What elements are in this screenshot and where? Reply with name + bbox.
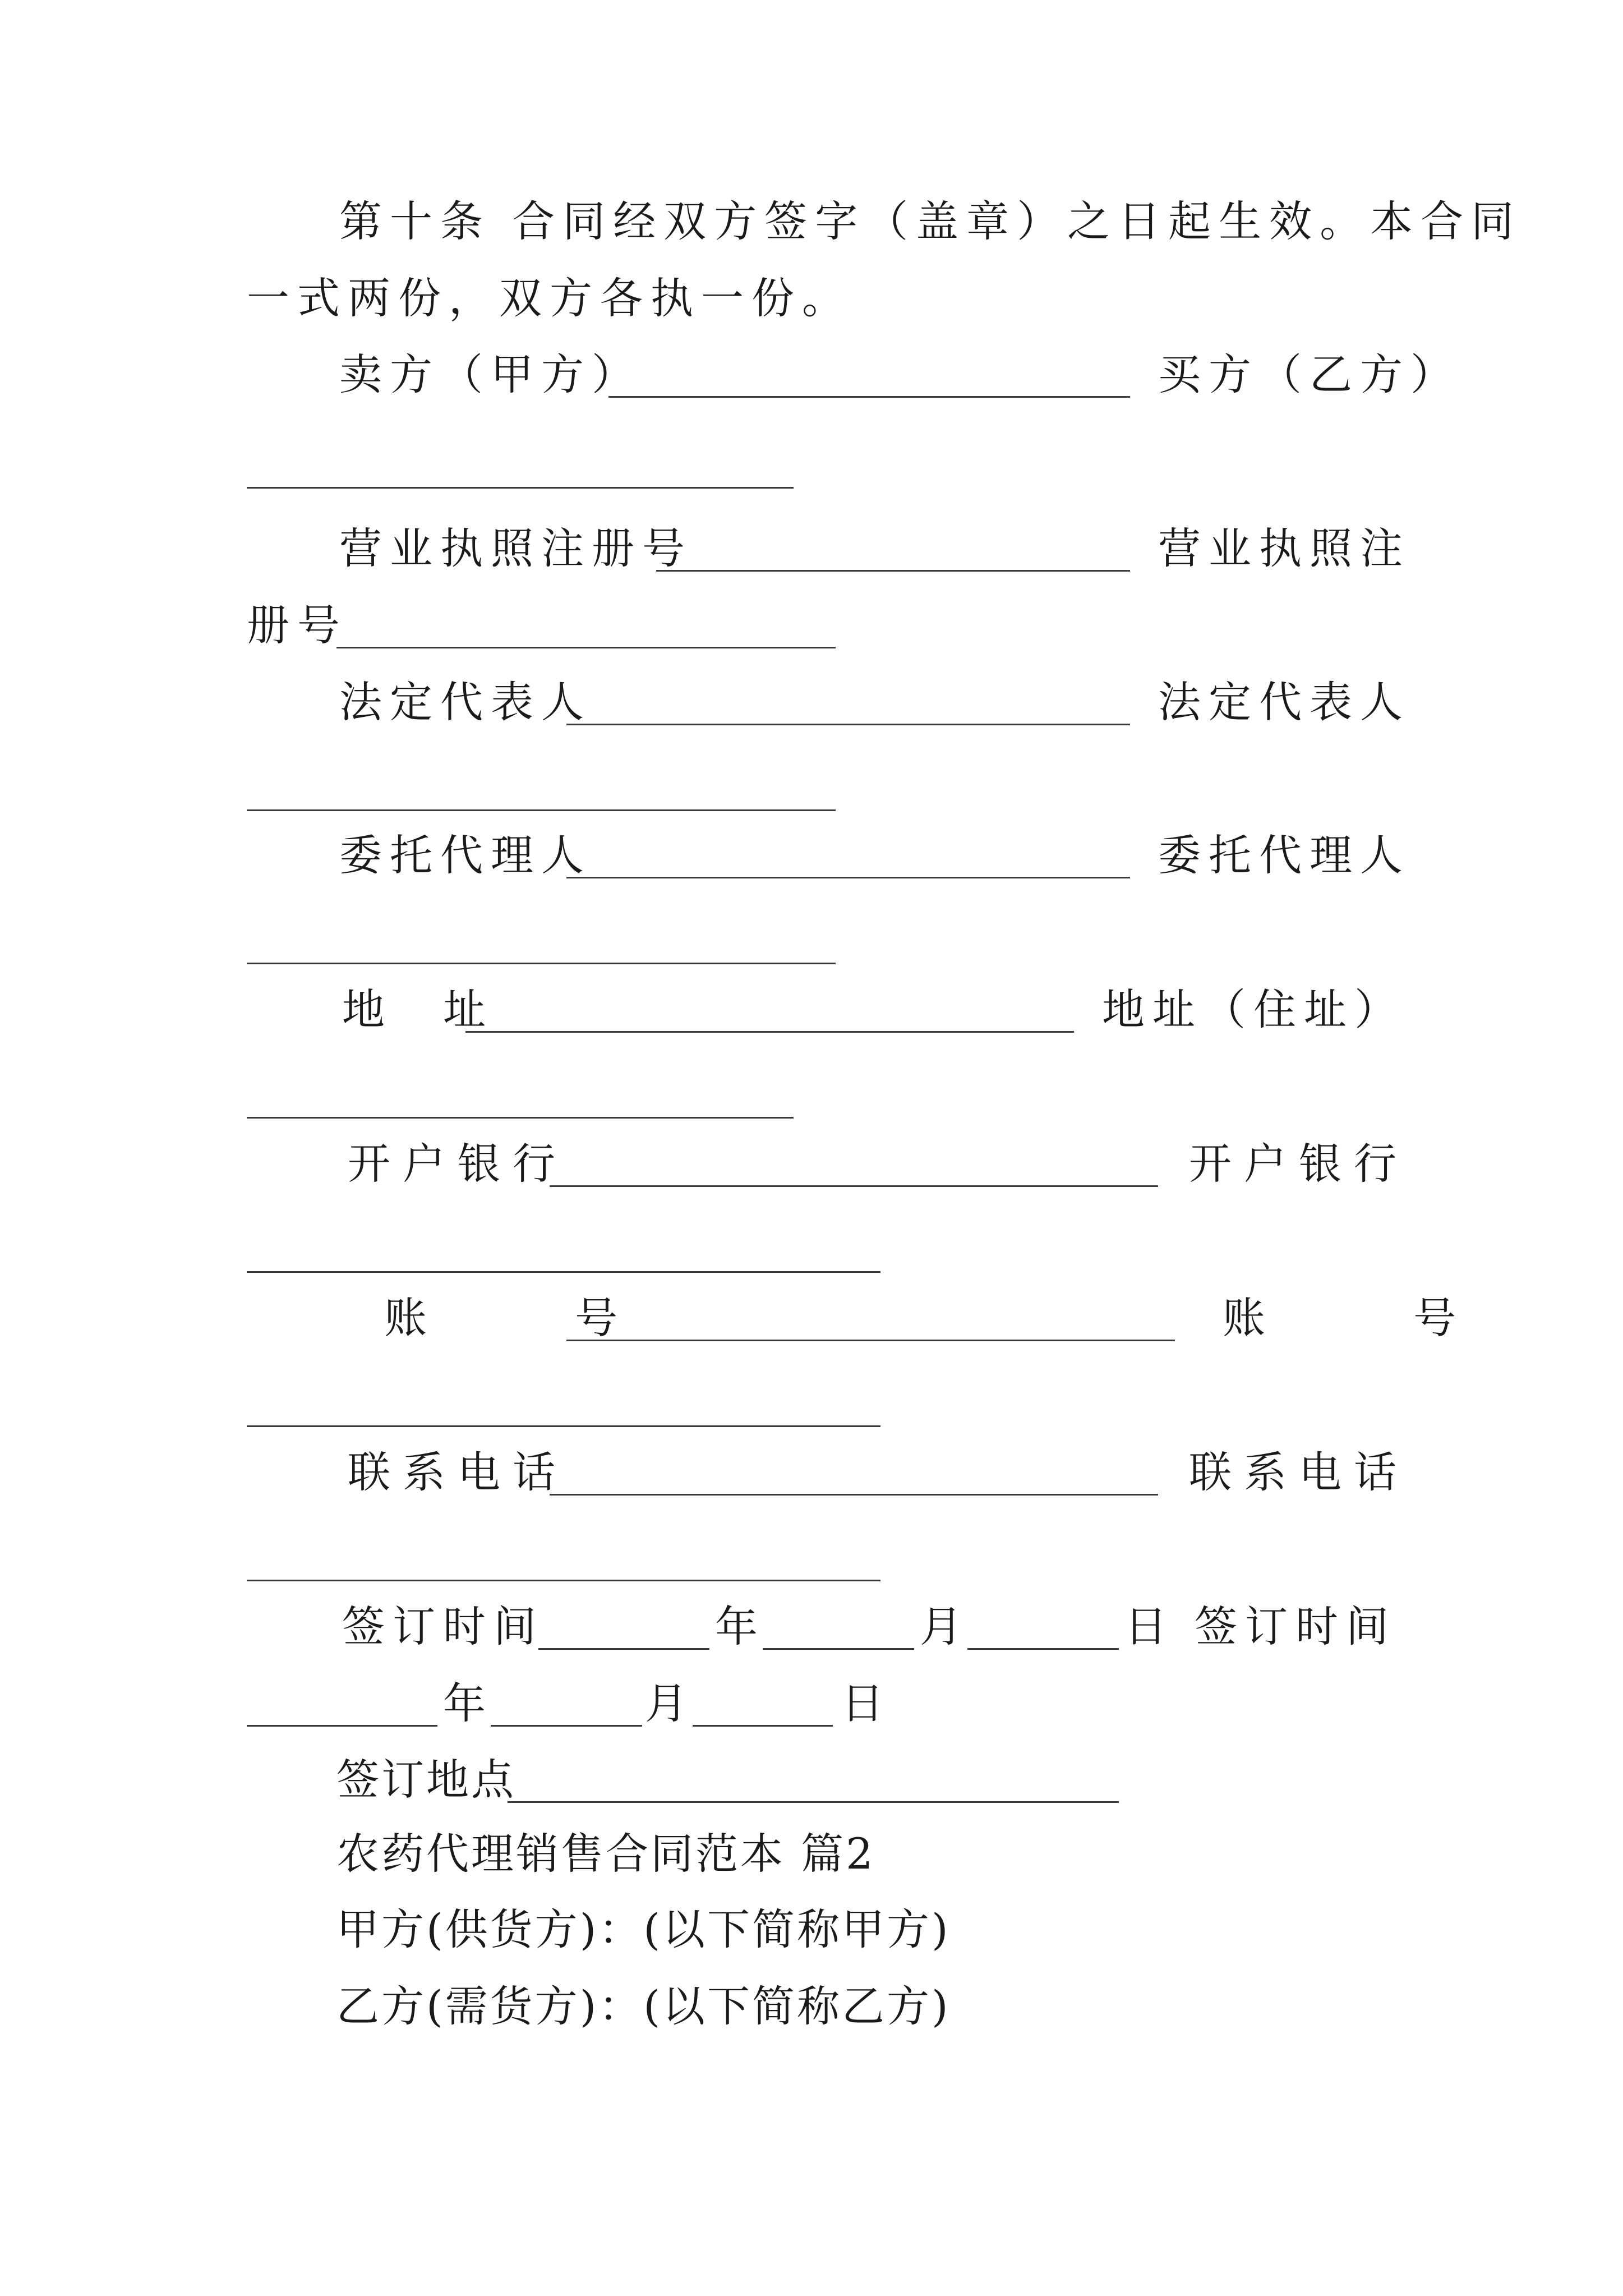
buyer-signature-blank bbox=[247, 487, 794, 489]
sign-time-label-b: 签订时间 bbox=[1195, 1602, 1396, 1651]
legal-rep-blank-a bbox=[566, 724, 1130, 725]
buyer-label: 买方（乙方） bbox=[1158, 349, 1461, 399]
party-a-text: 甲方(供货方)：(以下简称甲方) bbox=[336, 1904, 951, 1954]
agent-label-b: 委托代理人 bbox=[1158, 830, 1410, 880]
account-blank-b bbox=[247, 1425, 880, 1427]
account-blank-a bbox=[566, 1340, 1175, 1341]
sign-time-month-a: 月 bbox=[920, 1602, 970, 1651]
section-2-title: 农药代理销售合同范本 篇2 bbox=[336, 1829, 875, 1879]
sign-time-day-b: 日 bbox=[841, 1678, 892, 1728]
party-b-text: 乙方(需货方)：(以下简称乙方) bbox=[336, 1981, 951, 2031]
sign-time-year-blank-b bbox=[247, 1725, 437, 1727]
sign-time-label-a: 签订时间 bbox=[342, 1602, 544, 1651]
bank-label-b: 开户银行 bbox=[1189, 1139, 1409, 1189]
sign-time-year-b: 年 bbox=[443, 1678, 494, 1728]
sign-place-label: 签订地点 bbox=[336, 1755, 516, 1805]
agent-blank-b bbox=[247, 963, 836, 964]
sign-time-month-blank-a bbox=[763, 1648, 914, 1650]
legal-rep-blank-b bbox=[247, 809, 836, 811]
sign-time-year-a: 年 bbox=[715, 1602, 766, 1651]
seller-signature-blank bbox=[608, 396, 1130, 398]
license-label-a: 营业执照注册号 bbox=[339, 523, 693, 573]
address-blank-b bbox=[247, 1117, 794, 1119]
legal-rep-label-b: 法定代表人 bbox=[1158, 677, 1410, 727]
bank-label-a: 开户银行 bbox=[348, 1139, 568, 1189]
phone-label-a: 联系电话 bbox=[348, 1447, 568, 1497]
phone-blank-b bbox=[247, 1580, 880, 1581]
account-label-a: 账 号 bbox=[384, 1293, 685, 1343]
agent-blank-a bbox=[566, 877, 1130, 878]
sign-time-month-b: 月 bbox=[645, 1678, 695, 1728]
seller-label: 卖方（甲方） bbox=[339, 349, 642, 399]
sign-time-day-blank-a bbox=[967, 1648, 1119, 1650]
bank-blank-b bbox=[247, 1271, 880, 1273]
license-blank-a bbox=[656, 570, 1130, 572]
address-blank-a bbox=[465, 1031, 1074, 1033]
clause-10-text-2: 一式两份，双方各执一份。 bbox=[247, 273, 852, 323]
legal-rep-label-a: 法定代表人 bbox=[339, 677, 592, 727]
agent-label-a: 委托代理人 bbox=[339, 830, 592, 880]
account-label-b: 账 号 bbox=[1223, 1293, 1524, 1343]
sign-time-day-a: 日 bbox=[1124, 1602, 1175, 1651]
sign-place-blank bbox=[508, 1801, 1119, 1803]
address-label-b: 地址（住址） bbox=[1102, 984, 1405, 1034]
license-label-b-part1: 营业执照注 bbox=[1158, 523, 1410, 573]
sign-time-day-blank-b bbox=[693, 1725, 833, 1727]
bank-blank-a bbox=[550, 1185, 1158, 1187]
phone-label-b: 联系电话 bbox=[1189, 1447, 1409, 1497]
license-label-b-part2: 册号 bbox=[247, 600, 348, 650]
phone-blank-a bbox=[550, 1494, 1158, 1496]
address-label-a: 地 址 bbox=[342, 984, 509, 1034]
license-blank-b bbox=[336, 647, 836, 648]
sign-time-year-blank-a bbox=[538, 1648, 709, 1650]
clause-10-text-1: 第十条 合同经双方签字（盖章）之日起生效。本合同 bbox=[339, 196, 1522, 246]
sign-time-month-blank-b bbox=[491, 1725, 642, 1727]
